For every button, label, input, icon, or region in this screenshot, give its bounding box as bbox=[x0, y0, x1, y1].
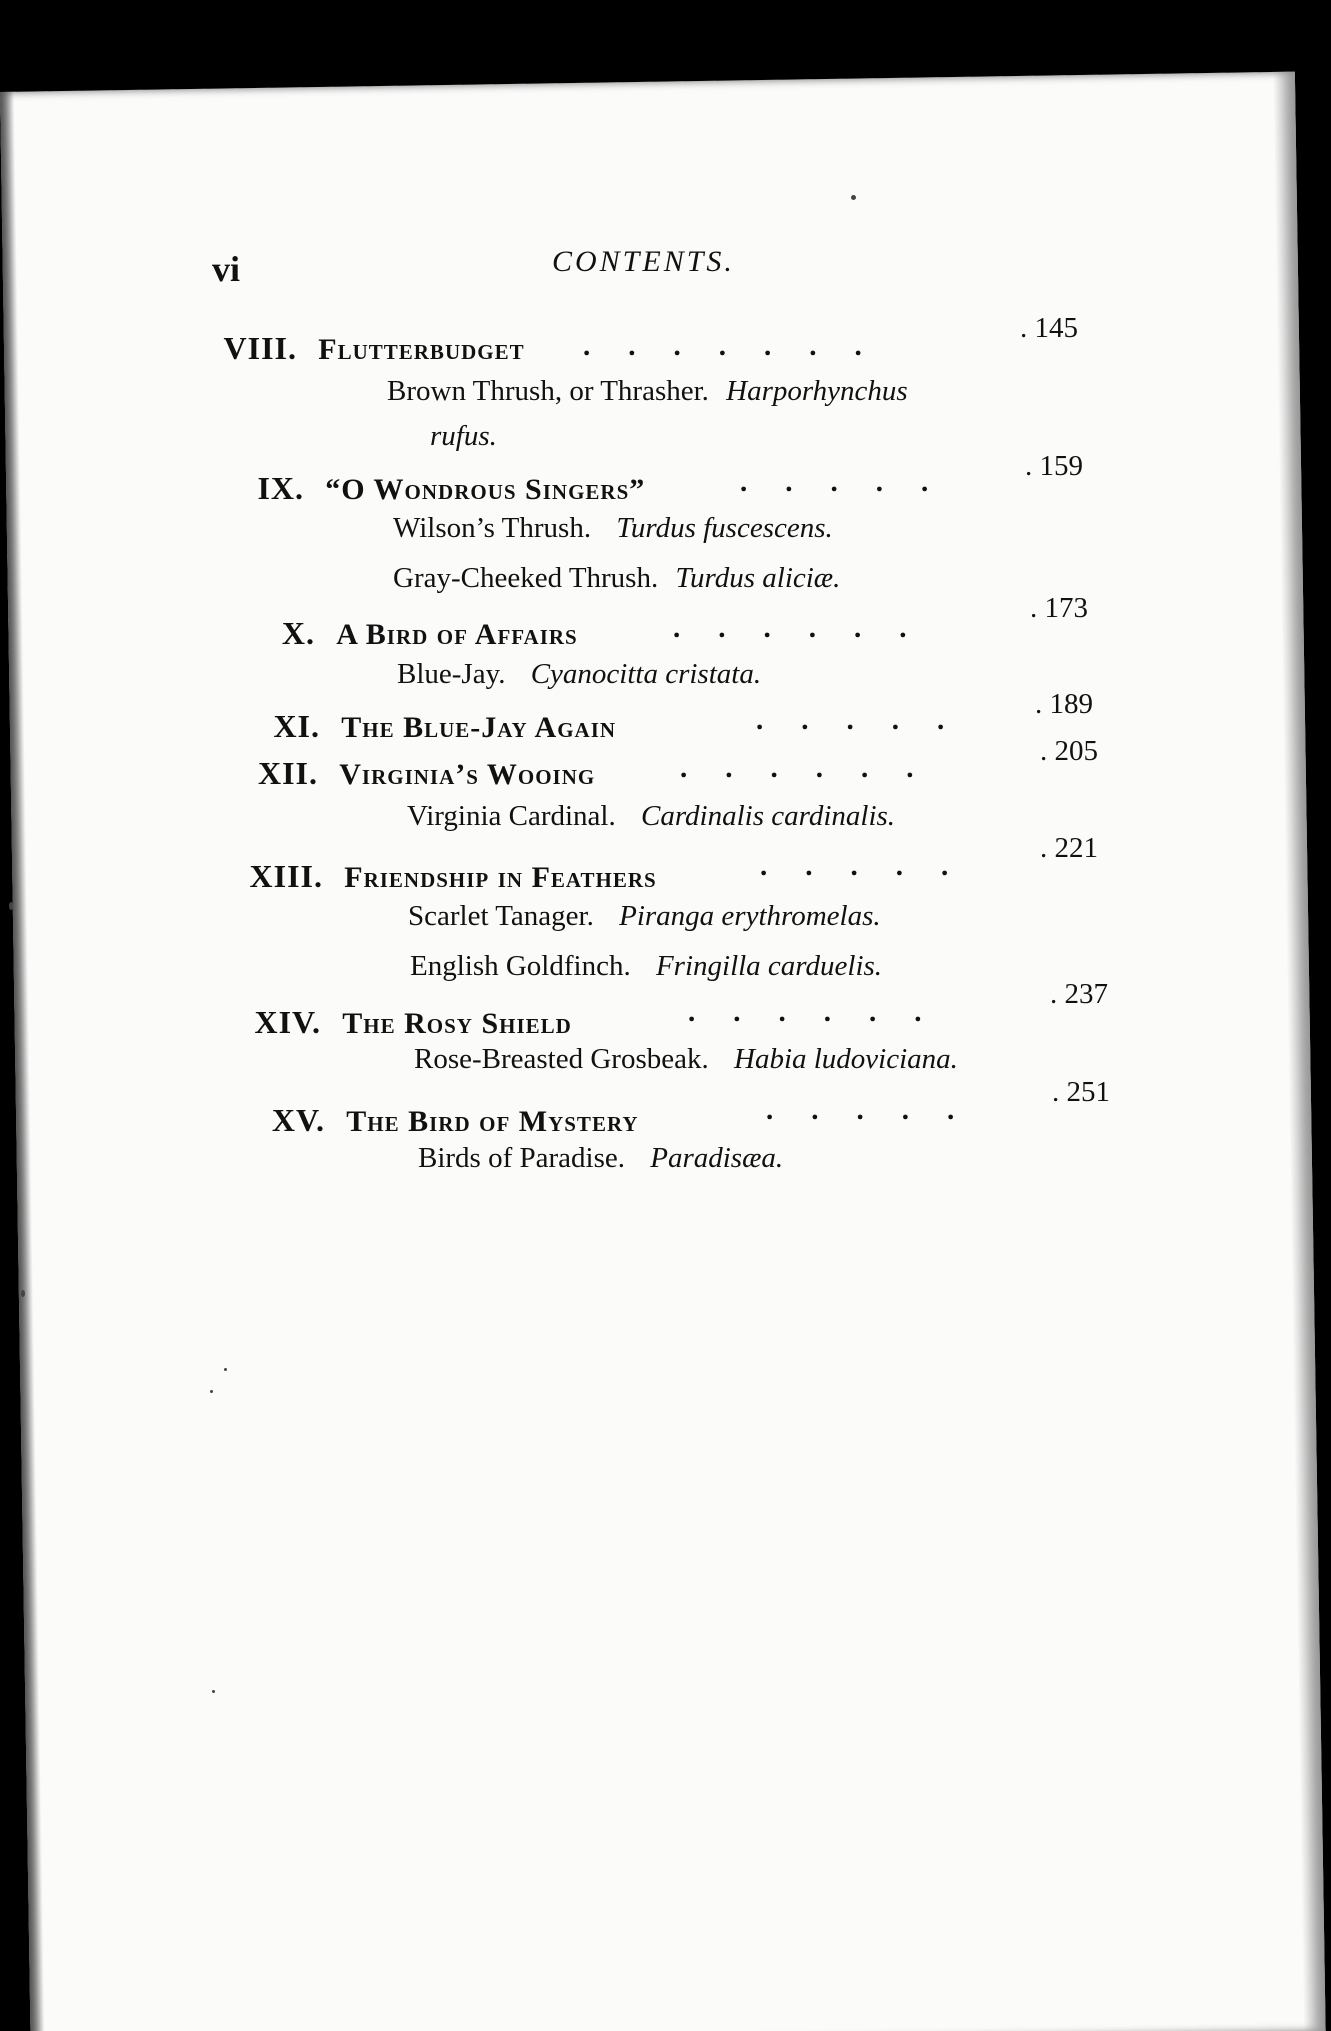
bird-common-name: English Goldfinch. bbox=[410, 950, 631, 982]
bird-line bbox=[397, 658, 761, 691]
bird-line bbox=[410, 950, 882, 983]
chapter-number: XI. bbox=[273, 708, 320, 744]
dot-leader: ..... bbox=[740, 466, 967, 498]
bird-line bbox=[393, 562, 840, 595]
bird-latin-name: Fringilla carduelis. bbox=[655, 950, 883, 982]
bird-latin-name: Turdus fuscescens. bbox=[616, 512, 833, 544]
toc-entry-xi bbox=[220, 708, 616, 745]
dot-leader: ...... bbox=[680, 752, 952, 784]
bird-common-name: Scarlet Tanager. bbox=[408, 900, 594, 932]
page-number: . 221 bbox=[1040, 832, 1098, 864]
chapter-number: XII. bbox=[257, 755, 318, 791]
toc-entry-xv bbox=[230, 1102, 639, 1139]
toc-entry-xiii bbox=[223, 858, 657, 895]
folio-number: vi bbox=[212, 249, 241, 289]
chapter-title: The Rosy Shield bbox=[342, 1007, 572, 1040]
bird-common-name: Birds of Paradise. bbox=[418, 1142, 625, 1174]
page-number: . 189 bbox=[1035, 688, 1093, 720]
toc-entry-ix bbox=[220, 470, 645, 507]
page-number: . 145 bbox=[1020, 312, 1078, 344]
chapter-number: XIII. bbox=[249, 858, 323, 894]
running-head: CONTENTS. bbox=[552, 245, 735, 278]
scan-speck bbox=[851, 195, 856, 200]
scan-speck bbox=[224, 1368, 227, 1371]
chapter-title: Flutterbudget bbox=[318, 333, 525, 366]
bird-latin-name: Piranga erythromelas. bbox=[619, 900, 881, 932]
page-number: . 205 bbox=[1040, 735, 1098, 767]
page-number: . 173 bbox=[1030, 592, 1088, 624]
bird-common-name: Wilson’s Thrush. bbox=[393, 512, 592, 544]
bird-line bbox=[418, 1142, 783, 1175]
bird-latin-name: Turdus aliciæ. bbox=[675, 562, 841, 594]
chapter-title: “O Wondrous Singers” bbox=[325, 473, 646, 506]
bird-line bbox=[414, 1043, 958, 1076]
chapter-title: A Bird of Affairs bbox=[336, 618, 578, 651]
bird-line bbox=[408, 900, 881, 933]
chapter-number: XIV. bbox=[254, 1004, 321, 1040]
chapter-title: Virginia’s Wooing bbox=[339, 758, 596, 791]
dot-leader: ..... bbox=[766, 1094, 993, 1126]
dot-leader: ..... bbox=[756, 704, 983, 736]
chapter-title: The Bird of Mystery bbox=[346, 1105, 639, 1138]
chapter-title: The Blue-Jay Again bbox=[341, 711, 617, 744]
scan-speck bbox=[212, 1690, 215, 1693]
scan-speck bbox=[210, 1390, 213, 1393]
bird-latin-name: Paradisæa. bbox=[650, 1142, 784, 1174]
bird-line bbox=[387, 375, 908, 408]
bird-common-name: Virginia Cardinal. bbox=[407, 800, 616, 832]
dot-leader: ...... bbox=[688, 996, 960, 1028]
bird-latin-name: Cardinalis cardinalis. bbox=[641, 800, 896, 832]
bird-common-name: Rose-Breasted Grosbeak. bbox=[414, 1043, 709, 1075]
dot-leader: ...... bbox=[673, 612, 945, 644]
bird-common-name: Gray-Cheeked Thrush. bbox=[393, 562, 659, 594]
page-number: . 159 bbox=[1025, 450, 1083, 482]
bird-latin-name: Harporhynchus bbox=[726, 375, 908, 407]
page-number: . 251 bbox=[1052, 1076, 1110, 1108]
scan-speck bbox=[21, 1290, 25, 1297]
scan-speck bbox=[9, 902, 13, 910]
toc-entry-xiv bbox=[226, 1004, 572, 1041]
chapter-number: X. bbox=[281, 615, 315, 651]
bird-latin-name-continued: rufus. bbox=[430, 420, 497, 452]
toc-entry-viii bbox=[213, 330, 525, 367]
bird-latin-name: Habia ludoviciana. bbox=[734, 1043, 958, 1075]
dot-leader: ..... bbox=[760, 850, 987, 882]
chapter-number: VIII. bbox=[223, 330, 297, 366]
chapter-title: Friendship in Feathers bbox=[344, 861, 657, 894]
dot-leader: ....... bbox=[583, 330, 900, 362]
page-number: . 237 bbox=[1050, 978, 1108, 1010]
toc-entry-xii bbox=[218, 755, 595, 792]
toc-entry-x bbox=[220, 615, 578, 652]
chapter-number: XV. bbox=[271, 1102, 325, 1138]
bird-line bbox=[407, 800, 895, 833]
bird-latin-name: Cyanocitta cristata. bbox=[530, 658, 762, 690]
bird-common-name: Brown Thrush, or Thrasher. bbox=[387, 375, 709, 407]
chapter-number: IX. bbox=[257, 470, 304, 506]
bird-common-name: Blue-Jay. bbox=[397, 658, 506, 690]
bird-line bbox=[393, 512, 833, 545]
